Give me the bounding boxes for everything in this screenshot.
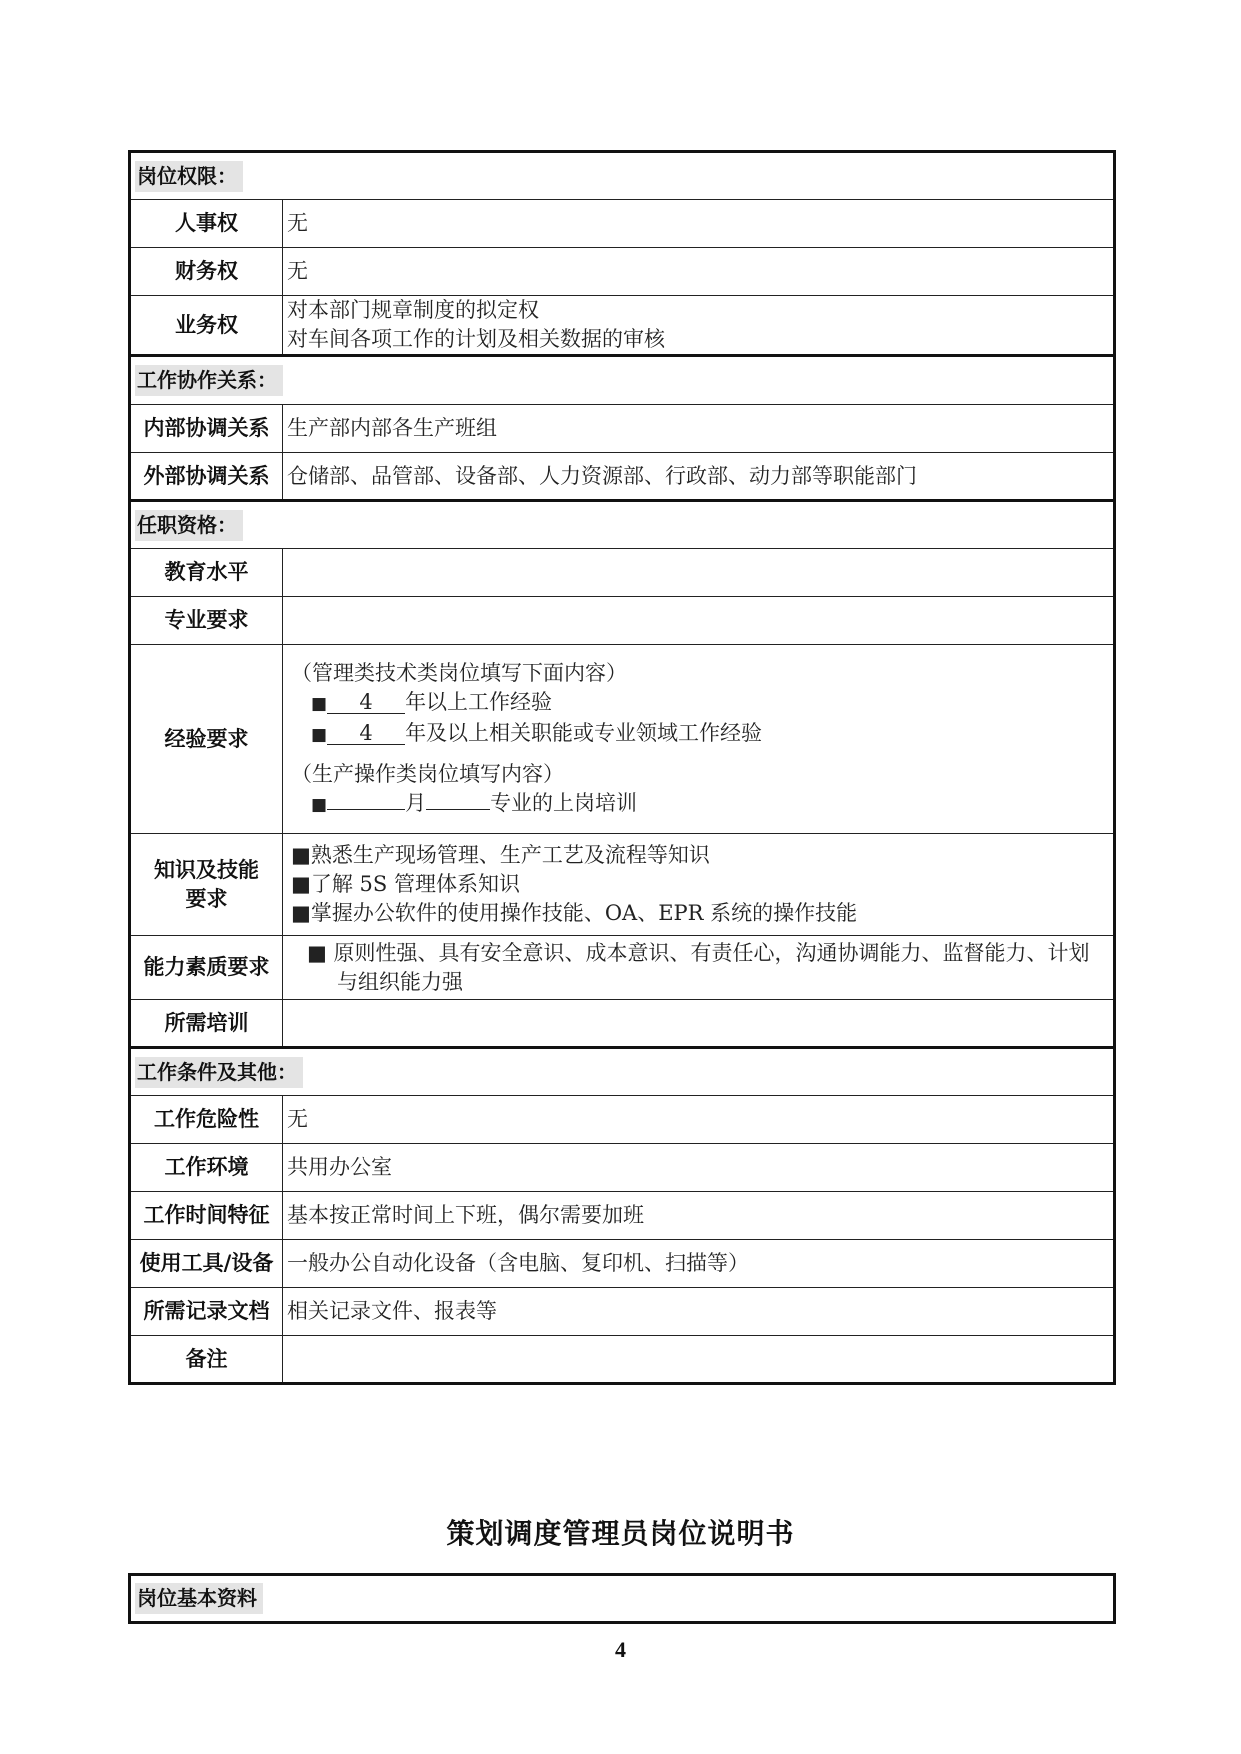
row-value-multiline (283, 296, 1115, 356)
label-line: 要求 (185, 886, 228, 911)
table-row (130, 1000, 1115, 1048)
row-value: 基本按正常时间上下班，偶尔需要加班 (283, 1192, 1115, 1240)
section-row-relations (130, 356, 1115, 405)
row-value: 一般办公自动化设备（含电脑、复印机、扫描等） (283, 1240, 1115, 1288)
row-value: 仓储部、品管部、设备部、人力资源部、行政部、动力部等职能部门 (283, 453, 1115, 501)
row-value: 生产部内部各生产班组 (283, 405, 1115, 453)
row-value: 无 (283, 1096, 1115, 1144)
training-value (283, 1000, 1115, 1048)
row-label: 使用工具/设备 (130, 1240, 283, 1288)
experience-line (287, 719, 1109, 750)
experience-suffix: 专业的上岗培训 (490, 790, 638, 815)
months-blank (327, 809, 405, 810)
row-value: 共用办公室 (283, 1144, 1115, 1192)
knowledge-value (283, 834, 1115, 936)
years-blank: 4 (327, 722, 405, 745)
row-value (283, 1336, 1115, 1384)
bullet-square: ■ (311, 693, 328, 714)
major-blank (426, 809, 490, 810)
row-label: 财务权 (130, 248, 283, 296)
table-row (130, 1240, 1115, 1288)
row-value: 无 (283, 200, 1115, 248)
bullet-square: ■ (311, 794, 328, 815)
knowledge-item: ■掌握办公软件的使用操作技能、OA、EPR 系统的操作技能 (291, 901, 858, 925)
row-label: 业务权 (130, 296, 283, 356)
experience-note: （生产操作类岗位填写内容） (291, 761, 564, 786)
table-row (130, 597, 1115, 645)
experience-note: （管理类技术类岗位填写下面内容） (291, 660, 627, 685)
ability-value (283, 936, 1115, 1000)
section-row-authority (130, 152, 1115, 200)
knowledge-label (130, 834, 283, 936)
experience-suffix: 年及以上相关职能或专业领域工作经验 (405, 720, 763, 745)
education-label: 教育水平 (130, 549, 283, 597)
table-row (130, 248, 1115, 296)
month-word: 月 (405, 790, 427, 815)
section-title-relations: 工作协作关系： (135, 365, 283, 396)
table-row (130, 296, 1115, 356)
table-row (130, 549, 1115, 597)
label-line: 知识及技能 (154, 857, 259, 882)
value-line: 对本部门规章制度的拟定权 (287, 298, 539, 322)
row-label: 工作危险性 (130, 1096, 283, 1144)
row-label: 人事权 (130, 200, 283, 248)
row-value: 无 (283, 248, 1115, 296)
ability-text: ■ 原则性强、具有安全意识、成本意识、有责任心，沟通协调能力、监督能力、计划与组织能力强 (307, 940, 1090, 994)
table-row (130, 405, 1115, 453)
section-title-basic-info: 岗位基本资料 (135, 1583, 263, 1614)
experience-line (287, 789, 1109, 820)
training-label: 所需培训 (130, 1000, 283, 1048)
section-row-qualification (130, 501, 1115, 549)
table-row (130, 453, 1115, 501)
experience-row (130, 645, 1115, 834)
experience-label: 经验要求 (130, 645, 283, 834)
experience-suffix: 年以上工作经验 (405, 689, 553, 714)
knowledge-item: ■了解 5S 管理体系知识 (291, 872, 520, 896)
education-value (283, 549, 1115, 597)
row-label: 所需记录文档 (130, 1288, 283, 1336)
table-row (130, 1336, 1115, 1384)
basic-info-table (128, 1573, 1116, 1624)
major-value (283, 597, 1115, 645)
table-row (130, 1144, 1115, 1192)
table-row (130, 200, 1115, 248)
value-line: 对车间各项工作的计划及相关数据的审核 (287, 327, 665, 351)
job-description-table (128, 150, 1116, 1385)
document-title: 策划调度管理员岗位说明书 (446, 1517, 795, 1550)
knowledge-row (130, 834, 1115, 936)
row-label: 内部协调关系 (130, 405, 283, 453)
row-value: 相关记录文件、报表等 (283, 1288, 1115, 1336)
row-label: 工作环境 (130, 1144, 283, 1192)
major-label: 专业要求 (130, 597, 283, 645)
section-title-qualification: 任职资格： (135, 510, 243, 541)
bullet-square: ■ (311, 724, 328, 745)
row-label: 备注 (130, 1336, 283, 1384)
section-row-conditions (130, 1048, 1115, 1096)
row-label: 工作时间特征 (130, 1192, 283, 1240)
section-title-authority: 岗位权限： (135, 161, 243, 192)
ability-label: 能力素质要求 (130, 936, 283, 1000)
table-row (130, 1096, 1115, 1144)
table-row (130, 1192, 1115, 1240)
experience-value (283, 645, 1115, 834)
page-number: 4 (615, 1637, 626, 1662)
knowledge-item: ■熟悉生产现场管理、生产工艺及流程等知识 (291, 843, 710, 867)
section-row-basic-info (130, 1575, 1115, 1623)
ability-row (130, 936, 1115, 1000)
table-row (130, 1288, 1115, 1336)
row-label: 外部协调关系 (130, 453, 283, 501)
experience-line (287, 688, 1109, 719)
section-title-conditions: 工作条件及其他： (135, 1057, 303, 1088)
years-blank: 4 (327, 691, 405, 714)
